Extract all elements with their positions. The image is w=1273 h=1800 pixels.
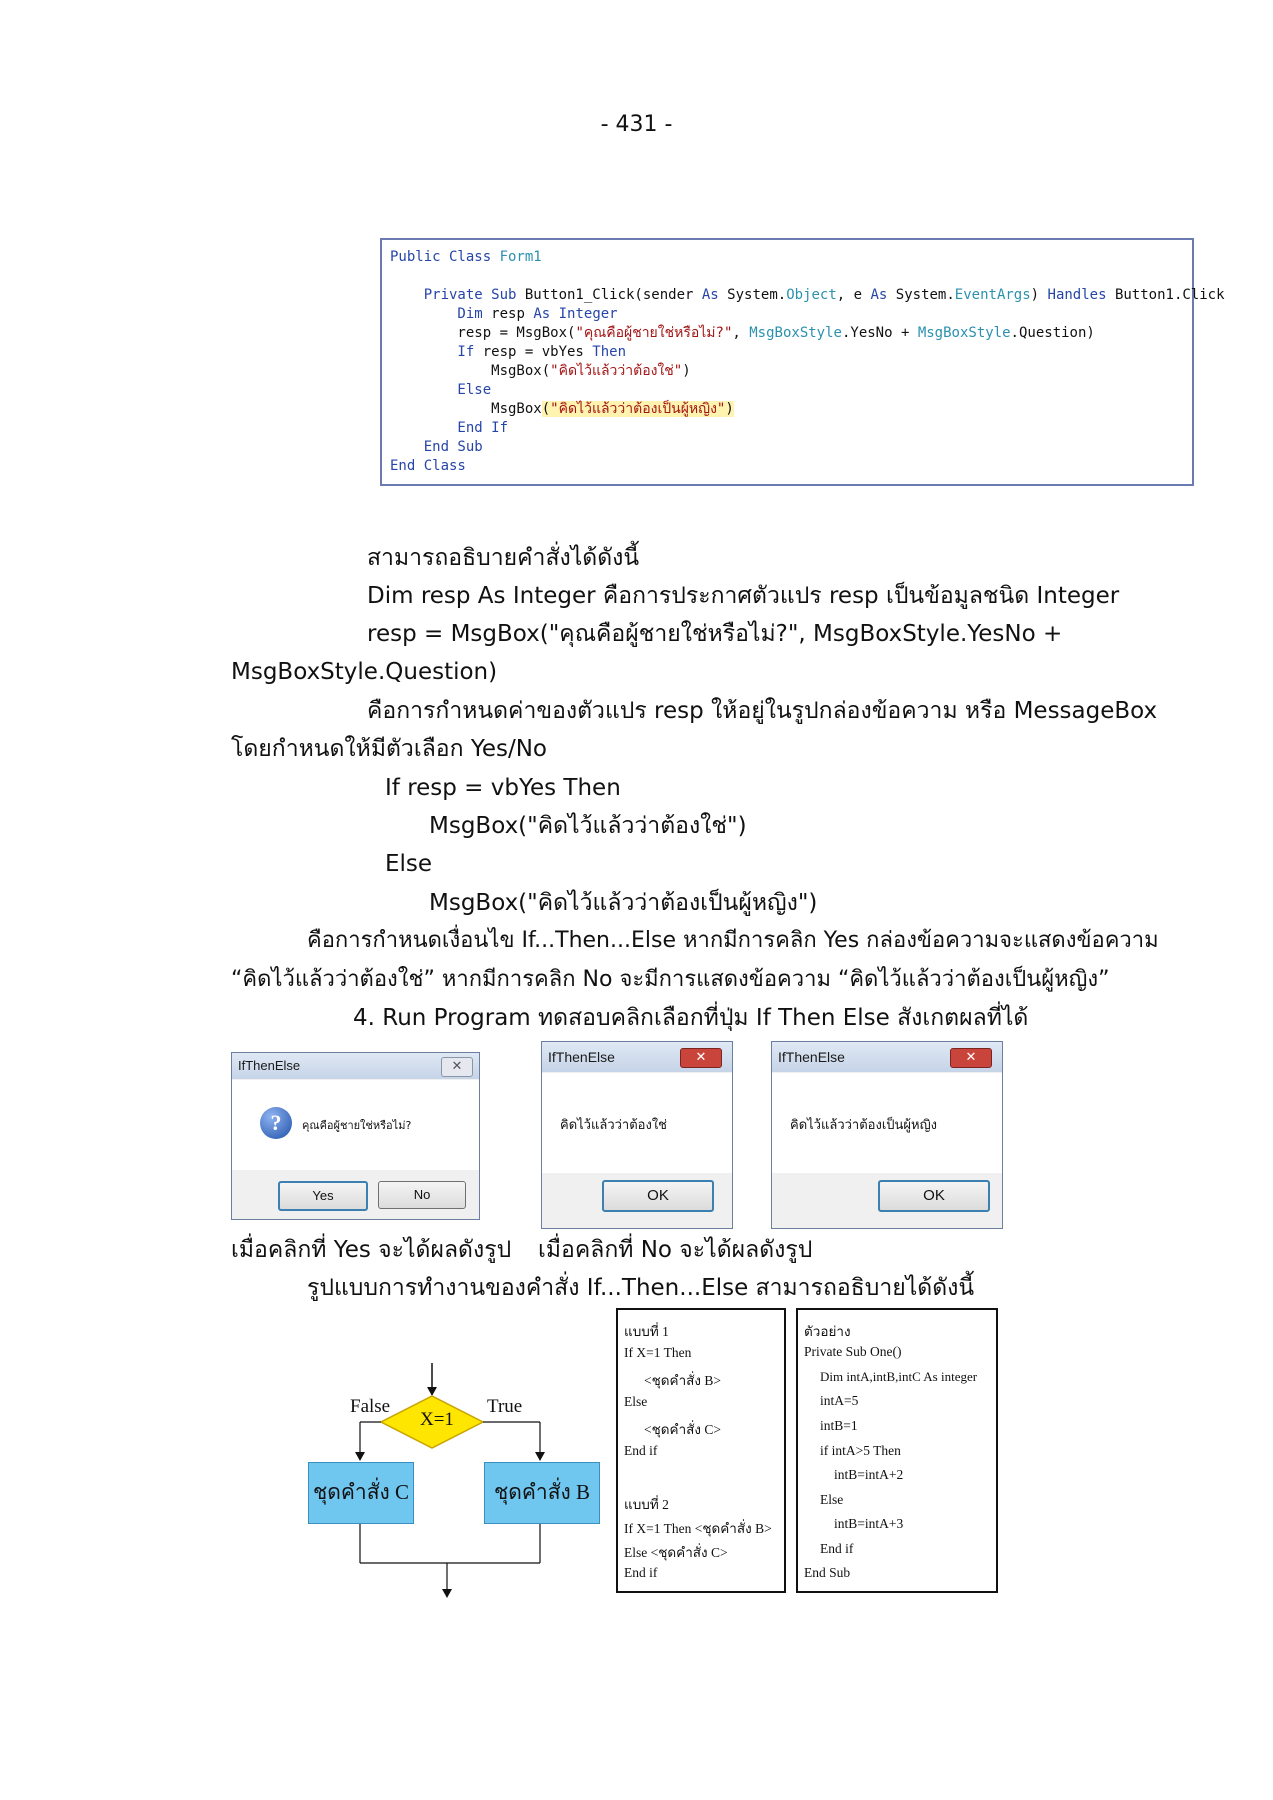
example-line: Private Sub One() [804,1344,902,1359]
code-token: resp = MsgBox( [390,325,576,341]
example-code-box [796,1308,998,1593]
syntax-line: Else <ชุดคำสั่ง C> [624,1545,728,1560]
code-token: End Class [390,458,466,474]
true-label: True [487,1396,523,1417]
yes-button[interactable]: Yes [278,1181,368,1211]
dialog-message: คิดไว้แล้วว่าต้องเป็นผู้หญิง [790,1118,938,1133]
code-token: If [390,344,483,360]
code-token: As [701,287,728,303]
no-button[interactable]: No [378,1181,466,1209]
example-line: Dim intA,intB,intC As integer [820,1369,978,1384]
close-icon[interactable]: ✕ [950,1048,992,1068]
caption-no: เมื่อคลิกที่ No จะได้ผลดังรูป [538,1237,813,1263]
paragraph-line: สามารถอธิบายคำสั่งได้ดังนี้ [367,545,640,571]
code-token: System. [895,287,955,303]
paragraph-line: “คิดไว้แล้วว่าต้องใช่” หากมีการคลิก No จะมีการแสดงข้อความ “คิดไว้แล้วว่าต้องเป็นผู้หญิง” [231,967,1110,992]
code-token: As [870,287,896,303]
code-token: Object [786,287,837,303]
syntax-line: If X=1 Then <ชุดคำสั่ง B> [624,1521,772,1536]
condition-label: X=1 [420,1409,454,1430]
code-token: .YesNo + [841,325,918,341]
code-line [390,419,508,438]
dialog-title: IfThenElse [232,1053,479,1079]
code-token: ) [682,363,691,379]
close-icon[interactable]: ✕ [441,1057,473,1077]
block-b: ชุดคำสั่ง B [484,1462,600,1524]
code-token: MsgBoxStyle [749,325,842,341]
code-token: End Sub [390,439,483,455]
syntax-line: End if [624,1443,658,1458]
code-token: MsgBox( [390,363,551,379]
false-label: False [350,1396,391,1417]
syntax-line: แบบที่ 1 [624,1324,669,1339]
example-line: intB=intA+3 [834,1516,904,1531]
example-line: intA=5 [820,1393,859,1408]
code-token: System. [727,287,787,303]
result-yes-dialog [541,1041,733,1229]
example-line: ตัวอย่าง [804,1324,851,1339]
code-line [390,381,491,400]
result-no-dialog [771,1041,1003,1229]
code-token: MsgBox [390,401,542,417]
paragraph-line: โดยกำหนดให้มีตัวเลือก Yes/No [231,736,547,762]
paragraph-line: If resp = vbYes Then [385,775,621,801]
code-line [390,457,466,476]
code-line [390,343,626,362]
code-token: Then [592,344,627,360]
syntax-line: แบบที่ 2 [624,1497,669,1512]
code-token: MsgBoxStyle [917,325,1011,341]
code-line [390,438,483,457]
paragraph-line: Else [385,851,433,877]
paragraph-line: MsgBox("คิดไว้แล้วว่าต้องใช่") [429,813,747,839]
code-token: ) [725,401,734,417]
code-line [390,324,1095,343]
close-icon[interactable]: ✕ [680,1048,722,1068]
dialog-title: IfThenElse [542,1042,732,1072]
dialog-message: คุณคือผู้ชายใช่หรือไม่? [302,1119,412,1132]
syntax-line: <ชุดคำสั่ง B> [644,1373,721,1388]
question-icon: ? [260,1107,292,1139]
code-token: Else [390,382,492,398]
code-line [390,248,542,267]
paragraph-line: คือการกำหนดค่าของตัวแปร resp ให้อยู่ในรูปกล่องข้อความ หรือ MessageBox [367,698,1158,724]
code-token: , e [836,287,871,303]
caption-yes: เมื่อคลิกที่ Yes จะได้ผลดังรูป [231,1237,512,1263]
paragraph-line: รูปแบบการทำงานของคำสั่ง If...Then...Else สามารถอธิบายได้ดังนี้ [307,1275,975,1301]
paragraph-line: Dim resp As Integer คือการประกาศตัวแปร resp เป็นข้อมูลชนิด Integer [367,583,1120,609]
paragraph-line: คือการกำหนดเงื่อนไข If...Then...Else หากมีการคลิก Yes กล่องข้อความจะแสดงข้อความ [307,928,1159,953]
code-token: EventArgs [954,287,1031,303]
ok-button[interactable]: OK [878,1180,990,1212]
code-line [390,305,618,324]
code-token: "คุณคือผู้ชายใช่หรือไม่?" [575,325,733,341]
example-line: if intA>5 Then [820,1443,901,1458]
syntax-patterns-box [616,1308,786,1593]
ok-button[interactable]: OK [602,1180,714,1212]
code-token: Dim [390,306,492,322]
code-line [390,400,734,419]
paragraph-line: MsgBoxStyle.Question) [231,659,498,685]
syntax-line: Else [624,1394,648,1409]
code-token: .Question) [1010,325,1095,341]
code-token: resp = vbYes [482,344,593,360]
code-token: ) [1030,287,1048,303]
code-token: Button1.Click [1114,287,1225,303]
example-line: Else [820,1492,844,1507]
syntax-line: If X=1 Then [624,1345,692,1360]
example-line: End Sub [804,1565,851,1580]
code-token: Handles [1047,287,1115,303]
code-token: resp [491,306,534,322]
code-line [390,362,691,381]
example-line: intB=intA+2 [834,1467,904,1482]
code-token: As Integer [533,306,618,322]
syntax-line: <ชุดคำสั่ง C> [644,1422,721,1437]
dialog-message: คิดไว้แล้วว่าต้องใช่ [560,1118,667,1133]
page-number: - 431 - [600,112,673,137]
block-c: ชุดคำสั่ง C [308,1462,414,1524]
code-token: Public Class [390,249,500,265]
code-token: Button1_Click(sender [524,287,702,303]
code-token: , [732,325,750,341]
code-line [390,286,1225,305]
paragraph-line: 4. Run Program ทดสอบคลิกเลือกที่ปุ่ม If Then Else สังเกตผลที่ได้ [353,1005,1029,1031]
paragraph-line: MsgBox("คิดไว้แล้วว่าต้องเป็นผู้หญิง") [429,890,818,916]
code-token: ( [541,401,551,417]
code-token: End If [390,420,509,436]
code-token: Private Sub [390,287,525,303]
code-token: "คิดไว้แล้วว่าต้องใช่" [550,363,683,379]
question-dialog [231,1052,480,1220]
paragraph-line: resp = MsgBox("คุณคือผู้ชายใช่หรือไม่?", MsgBoxStyle.YesNo + [367,621,1063,647]
code-screenshot [380,238,1225,486]
code-token: Form1 [499,249,542,265]
example-line: End if [820,1541,854,1556]
example-line: intB=1 [820,1418,858,1433]
code-token: "คิดไว้แล้วว่าต้องเป็นผู้หญิง" [550,401,726,417]
syntax-line: End if [624,1565,658,1580]
dialog-title: IfThenElse [772,1042,1002,1072]
